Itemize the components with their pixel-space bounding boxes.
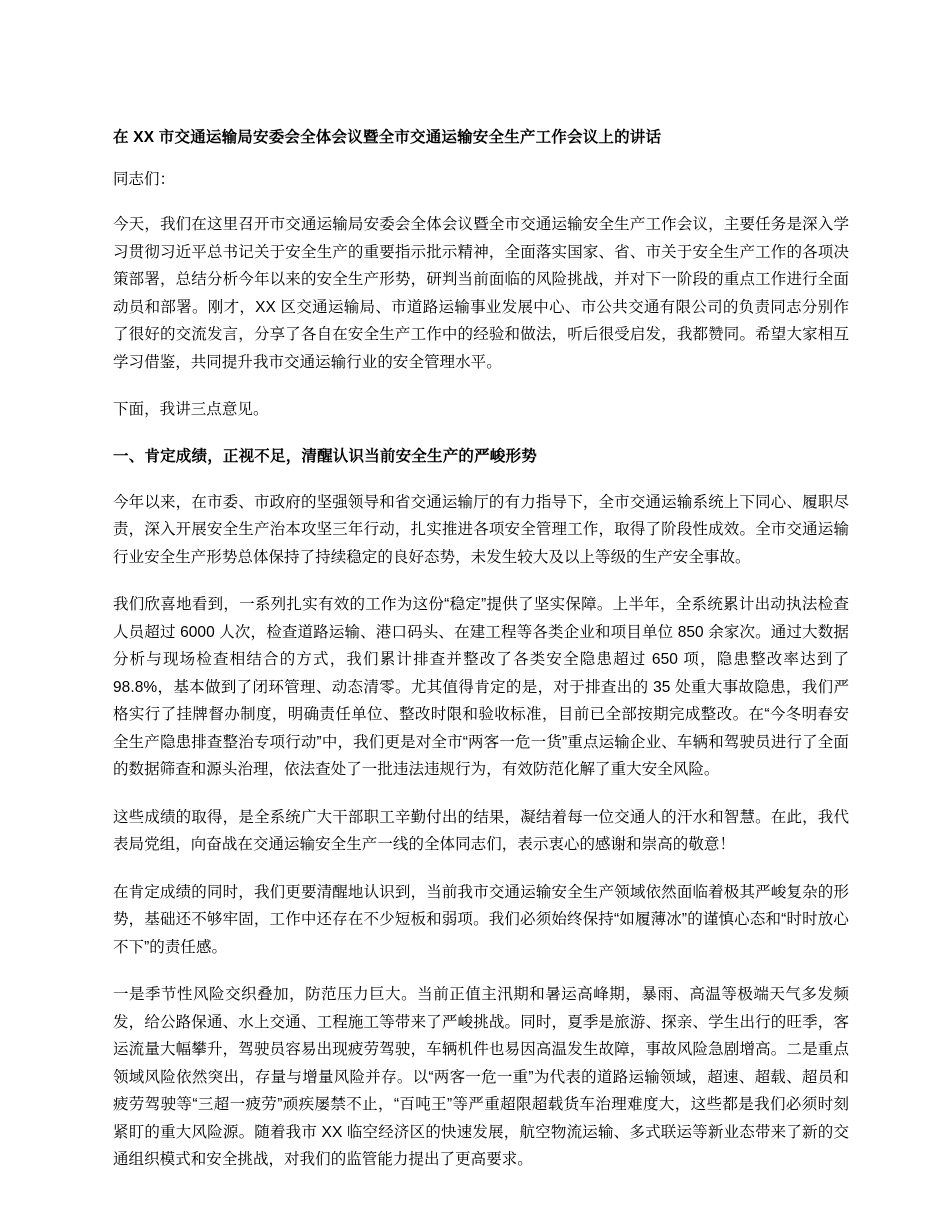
- document-body: [113, 126, 849, 1174]
- salutation: 同志们：: [113, 171, 176, 188]
- paragraph-three-points-intro: 下面，我讲三点意见。: [113, 401, 269, 418]
- paragraph-achievements-overview: 今年以来，在市委、市政府的坚强领导和省交通运输厅的有力指导下，全市交通运输系统上下同心、履职尽责，深入开展安全生产治本攻坚三年行动，扎实推进各项安全管理工作，取得了阶段性成效。全市交通运输行业安全生产形势总体保持了持续稳定的良好态势，未发生较大及以上等级的生产安全事故。: [113, 493, 849, 566]
- page-title: 在 XX 市交通运输局安委会全体会议暨全市交通运输安全生产工作会议上的讲话: [113, 129, 662, 146]
- paragraph-gratitude: 这些成绩的取得，是全系统广大干部职工辛勤付出的结果，凝结着每一位交通人的汗水和智慧。在此，我代表局党组，向奋战在交通运输安全生产一线的全体同志们，表示衷心的感谢和崇高的敬意！: [113, 808, 849, 853]
- paragraph-sober-recognition: 在肯定成绩的同时，我们更要清醒地认识到，当前我市交通运输安全生产领域依然面临着极其严峻复杂的形势，基础还不够牢固，工作中还存在不少短板和弱项。我们必须始终保持“如履薄冰”的谨慎心态和“时时放心不下”的责任感。: [113, 883, 849, 956]
- paragraph-risk-analysis: 一是季节性风险交织叠加，防范压力巨大。当前正值主汛期和暑运高峰期，暴雨、高温等极端天气多发频发，给公路保通、水上交通、工程施工等带来了严峻挑战。同时，夏季是旅游、探亲、学生出行的旺季，客运流量大幅攀升，驾驶员容易出现疲劳驾驶，车辆机件也易因高温发生故障，事故风险急剧增高。二是重点领域风险依然突出，存量与增量风险并存。以“两客一危一重”为代表的道路运输领域，超速、超载、超员和疲劳驾驶等“三超一疲劳”顽疾屡禁不止，“百吨王”等严重超限超载货车治理难度大，这些都是我们必须时刻紧盯的重大风险源。随着我市 XX 临空经济区的快速发展，航空物流运输、多式联运等新业态带来了新的交通组织模式和安全挑战，对我们的监管能力提出了更高要求。: [113, 986, 849, 1168]
- section-heading-one: 一、肯定成绩，正视不足，清醒认识当前安全生产的严峻形势: [113, 447, 537, 465]
- paragraph-inspection-statistics: 我们欣喜地看到，一系列扎实有效的工作为这份“稳定”提供了坚实保障。上半年，全系统累计出动执法检查人员超过 6000 人次，检查道路运输、港口码头、在建工程等各类企业和项目单位 850 余家次。通过大数据分析与现场检查相结合的方式，我们累计排查并整改了各类安全隐患超过 650 项，隐患整改率达到了 98.8%，基本做到了闭环管理、动态清零。尤其值得肯定的是，对于排查出的 35 处重大事故隐患，我们严格实行了挂牌督办制度，明确责任单位、整改时限和验收标准，目前已全部按期完成整改。在“今冬明春安全生产隐患排查整治专项行动”中，我们更是对全市“两客一危一货”重点运输企业、车辆和驾驶员进行了全面的数据筛查和源头治理，依法查处了一批违法违规行为，有效防范化解了重大安全风险。: [113, 596, 849, 778]
- paragraph-opening: 今天，我们在这里召开市交通运输局安委会全体会议暨全市交通运输安全生产工作会议，主要任务是深入学习贯彻习近平总书记关于安全生产的重要指示批示精神，全面落实国家、省、市关于安全生产工作的各项决策部署，总结分析今年以来的安全生产形势，研判当前面临的风险挑战，并对下一阶段的重点工作进行全面动员和部署。刚才，XX 区交通运输局、市道路运输事业发展中心、市公共交通有限公司的负责同志分别作了很好的交流发言，分享了各自在安全生产工作中的经验和做法，听后很受启发，我都赞同。希望大家相互学习借鉴，共同提升我市交通运输行业的安全管理水平。: [113, 216, 849, 371]
